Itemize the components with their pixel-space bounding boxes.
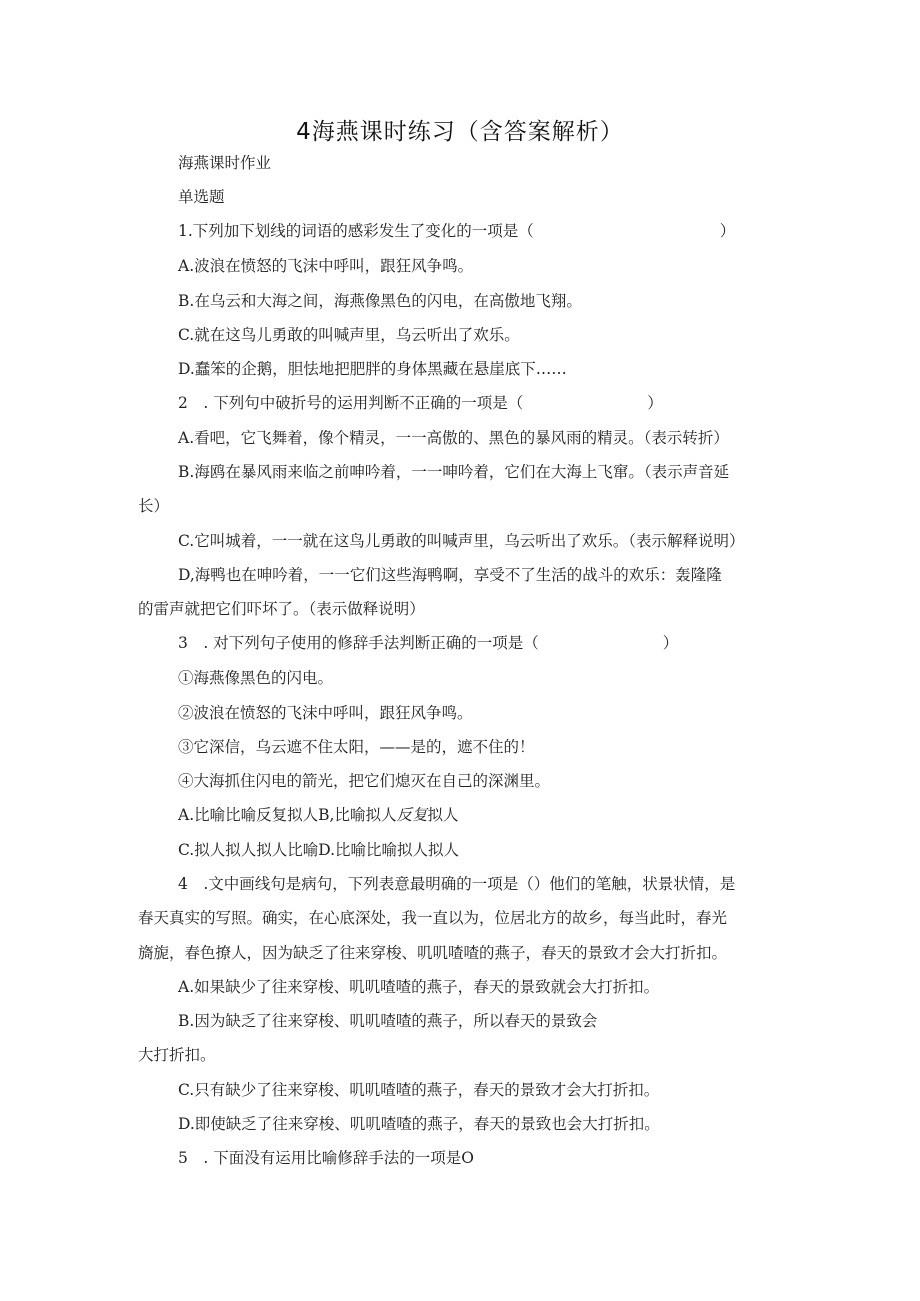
question-4-passage-line-2: 春天真实的写照。确实，在心底深处，我一直以为，位居北方的故乡，每当此时，春光	[138, 909, 728, 927]
question-2-option-c: C.它叫城着，一一就在这鸟儿勇敢的叫喊声里，乌云听出了欢乐。（表示解释说明）	[178, 532, 745, 550]
question-4-option-a: A.如果缺少了往来穿梭、叽叽喳喳的燕子，春天的景致就会大打折扣。	[178, 978, 660, 996]
section-heading: 单选题	[178, 188, 225, 206]
question-3-stem: 3 . 对下列句子使用的修辞手法判断正确的一项是（ ）	[178, 634, 679, 652]
question-1-stem: 1.下列加下划线的词语的感彩发生了变化的一项是（ ）	[178, 222, 736, 240]
question-3-options-ab-tail: 拟人	[427, 806, 459, 824]
question-4-passage-line-3: 旖旎，春色撩人，因为缺乏了往来穿梭、叽叽喳喳的燕子，春天的景致才会大打折扣。	[138, 944, 728, 962]
question-1-option-d: D.蠢笨的企鹅，胆怯地把肥胖的身体黑藏在悬崖底下……	[178, 360, 567, 378]
question-3-sentence-2: ②波浪在愤怒的飞沫中呼叫，跟狂风争鸣。	[178, 704, 473, 722]
question-4-stem: 4 .文中画线句是病句，下列表意最明确的一项是（）他们的笔触，状景状情，是	[178, 875, 736, 893]
question-3-options-ab-text: A.比喻比喻反复拟人B,比喻拟人	[178, 806, 397, 824]
question-3-sentence-3: ③它深信，乌云遮不住太阳，——是的，遮不住的！	[178, 738, 535, 756]
question-4-option-c: C.只有缺少了往来穿梭、叽叽喳喳的燕子，春天的景致才会大打折扣。	[178, 1081, 660, 1099]
question-4-option-b: B.因为缺乏了往来穿梭、叽叽喳喳的燕子，所以春天的景致会	[178, 1012, 598, 1030]
question-2-option-d-cont: 的雷声就把它们吓坏了。（表示做释说明）	[138, 600, 425, 618]
question-4-option-d: D.即使缺乏了往来穿梭、叽叽喳喳的燕子，春天的景致也会大打折扣。	[178, 1115, 660, 1133]
subtitle: 海燕课时作业	[178, 154, 272, 172]
question-1-option-b: B.在乌云和大海之间，海燕像黑色的闪电，在高傲地飞翔。	[178, 292, 582, 310]
question-5-stem: 5 . 下面没有运用比喻修辞手法的一项是O	[178, 1149, 474, 1167]
question-2-stem: 2 . 下列句中破折号的运用判断不正确的一项是（ ）	[178, 394, 663, 412]
question-3-options-ab	[178, 805, 458, 825]
question-3-options-cd: C.拟人拟人拟人比喻D.比喻比喻拟人拟人	[178, 841, 460, 859]
question-3-options-ab-italic: 反复	[396, 806, 428, 824]
question-2-option-b: B.海鸥在暴风雨来临之前呻吟着，一一呻吟着，它们在大海上飞窜。（表示声音延	[178, 463, 730, 481]
question-1-option-a: A.波浪在愤怒的飞沫中呼叫，跟狂风争鸣。	[178, 257, 474, 275]
question-2-option-d: D,海鸭也在呻吟着，一一它们这些海鸭啊，享受不了生活的战斗的欢乐：轰隆隆	[178, 566, 722, 584]
question-3-sentence-4: ④大海抓住闪电的箭光，把它们熄灭在自己的深渊里。	[178, 772, 551, 790]
page-title: 4海燕课时练习（含答案解析）	[296, 119, 624, 145]
question-2-option-b-cont: 长）	[138, 497, 170, 515]
question-1-option-c: C.就在这鸟儿勇敢的叫喊声里，乌云听出了欢乐。	[178, 326, 520, 344]
question-2-option-a: A.看吧，它飞舞着，像个精灵，一一高傲的、黑色的暴风雨的精灵。（表示转折）	[178, 429, 729, 447]
question-3-sentence-1: ①海燕像黑色的闪电。	[178, 669, 334, 687]
question-4-option-b-cont: 大打折扣。	[138, 1046, 216, 1064]
